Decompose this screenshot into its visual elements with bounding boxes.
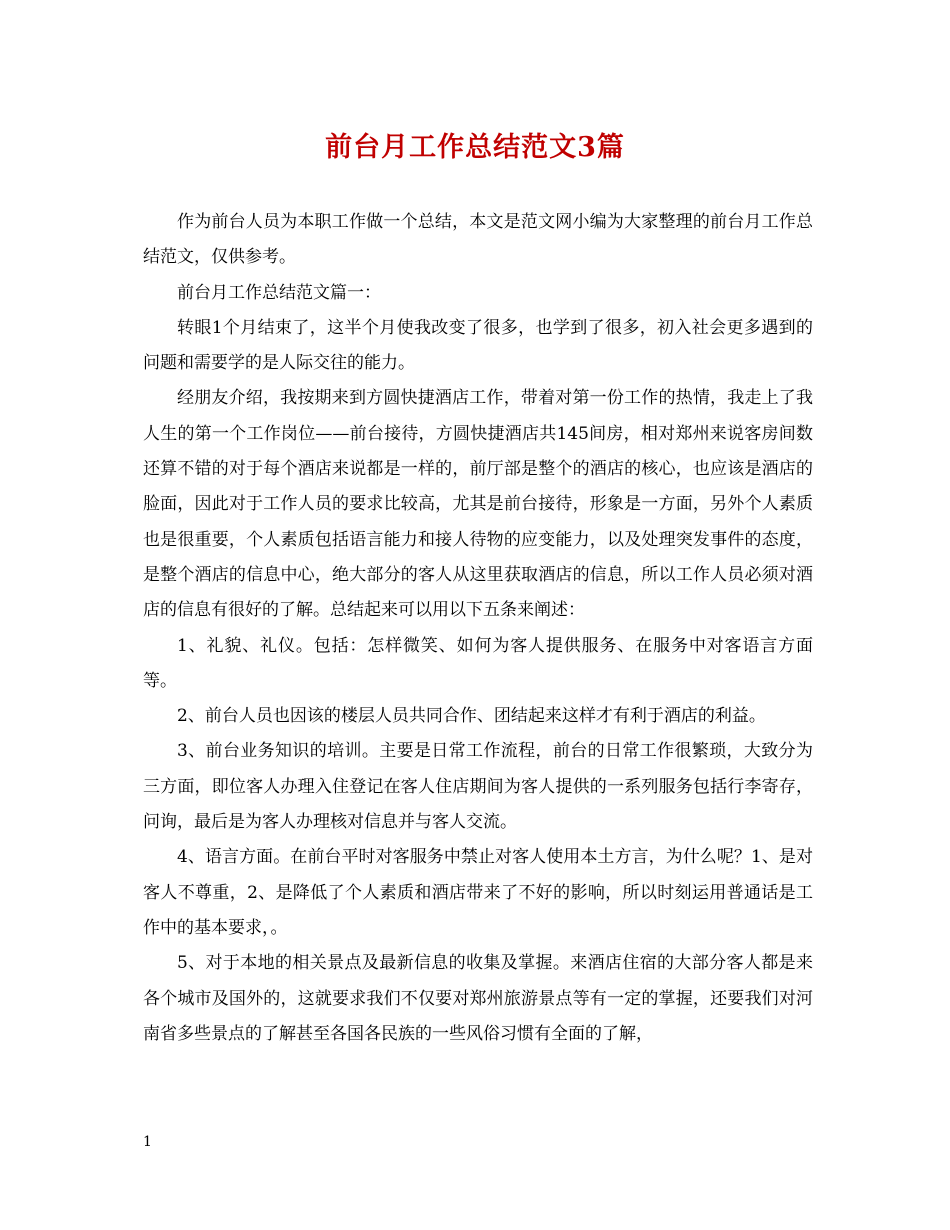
document-body [143,205,813,1052]
list-item: 1、礼貌、礼仪。包括：怎样微笑、如何为客人提供服务、在服务中对客语言方面等。 [143,635,813,691]
intro-paragraph: 作为前台人员为本职工作做一个总结，本文是范文网小编为大家整理的前台月工作总结范文，仅供参考。 [143,212,813,268]
list-item: 4、语言方面。在前台平时对客服务中禁止对客人使用本土方言，为什么呢？1、是对客人不尊重，2、是降低了个人素质和酒店带来了不好的影响，所以时刻运用普通话是工作中的基本要求，。 [143,847,813,938]
body-paragraph: 经朋友介绍，我按期来到方圆快捷酒店工作，带着对第一份工作的热情，我走上了我人生的第一个工作岗位——前台接待，方圆快捷酒店共145间房，相对郑州来说客房间数还算不错的对于每个酒店来说都是一样的，前厅部是整个的酒店的核心，也应该是酒店的脸面，因此对于工作人员的要求比较高，尤其是前台接待，形象是一方面，另外个人素质也是很重要，个人素质包括语言能力和接人待物的应变能力，以及处理突发事件的态度，是整个酒店的信息中心，绝大部分的客人从这里获取酒店的信息，所以工作人员必须对酒店的信息有很好的了解。总结起来可以用以下五条来阐述： [143,388,813,621]
list-item: 3、前台业务知识的培训。主要是日常工作流程，前台的日常工作很繁琐，大致分为三方面，即位客人办理入住登记在客人住店期间为客人提供的一系列服务包括行李寄存，问询，最后是为客人办理核对信息并与客人交流。 [143,741,813,833]
page-number: 1 [143,1134,152,1150]
list-item: 5、对于本地的相关景点及最新信息的收集及掌握。来酒店住宿的大部分客人都是来各个城市及国外的，这就要求我们不仅要对郑州旅游景点等有一定的掌握，还要我们对河南省多些景点的了解甚至各国各民族的一些风俗习惯有全面的了解， [143,953,813,1044]
document-title: 前台月工作总结范文3篇 [325,132,625,163]
section-heading: 前台月工作总结范文篇一： [177,282,381,303]
list-item: 2、前台人员也因该的楼层人员共同合作、团结起来这样才有利于酒店的利益。 [177,706,766,727]
body-paragraph: 转眼1个月结束了，这半个月使我改变了很多，也学到了很多，初入社会更多遇到的问题和需要学的是人际交往的能力。 [143,317,813,374]
